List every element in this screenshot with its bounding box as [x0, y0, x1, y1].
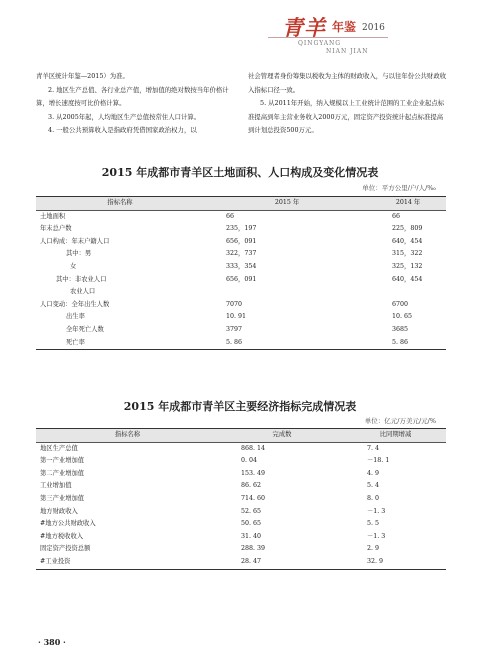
logo-sub-text: 年鉴 — [332, 20, 357, 34]
cell-value: 5. 86 — [204, 337, 370, 350]
cell-value: 31. 40 — [241, 532, 262, 540]
row-label: 全年死亡人数 — [66, 325, 104, 333]
row-label: 死亡率 — [36, 337, 204, 350]
cell-value: 322，737 — [226, 250, 257, 258]
row-label: #地方税收收入 — [40, 532, 84, 540]
table2-title: 2015 年成都市青羊区主要经济指标完成情况表 — [123, 400, 357, 413]
table-row — [36, 299, 446, 312]
cell-value: －1. 3 — [367, 532, 386, 540]
column-header: 比同期增减 — [345, 429, 446, 443]
cell-value: 656，091 — [226, 275, 257, 283]
table-row — [36, 442, 446, 455]
row-label: 第二产业增加值 — [40, 469, 85, 477]
cell-value: 8. 0 — [367, 494, 380, 502]
cell-value: 7070 — [226, 300, 243, 308]
cell-value: 153. 49 — [241, 469, 266, 477]
row-label: 地区生产总值 — [40, 444, 78, 452]
column-header: 指标名称 — [36, 197, 204, 211]
row-label: 人口构成：年末户籍人口 — [40, 237, 110, 245]
cell-value — [204, 286, 370, 299]
logo-english-line1: QINGYANG — [298, 40, 342, 47]
cell-value: 225，809 — [392, 225, 423, 233]
table-row — [36, 506, 446, 519]
logo-main-text: 青羊 — [282, 15, 326, 40]
page-number: · 380 · — [38, 637, 66, 647]
cell-value: 10. 65 — [392, 313, 413, 321]
table-row — [36, 518, 446, 531]
row-label: #地方公共财政收入 — [40, 520, 96, 528]
logo-year: 2016 — [362, 23, 385, 33]
cell-value: 640，454 — [392, 237, 423, 245]
table-row — [36, 543, 446, 556]
cell-value: 3797 — [226, 325, 243, 333]
intro-paragraph: 5. 从2011年开始，纳入规模以上工业统计范围的工业企业起点标准提高到年主营业务收入2000万元，固定资产投资统计起点标准提高到计划总投资500万元。 — [248, 99, 445, 135]
row-label: 女 — [70, 262, 77, 270]
table-row — [36, 223, 446, 236]
logo-english-line2: NIAN JIAN — [326, 48, 369, 55]
cell-value: －1. 3 — [367, 507, 386, 515]
table-header-row — [36, 429, 446, 443]
cell-value: 28. 47 — [219, 556, 345, 569]
table1-title: 2015 年成都市青羊区土地面积、人口构成及变化情况表 — [101, 166, 379, 179]
table-row — [36, 248, 446, 261]
row-label: 人口变动：全年出生人数 — [40, 300, 110, 308]
intro-paragraph: 社会管理者身份筹集以税收为主体的财政收入，与以往年份公共财政收入指标口径一致。 — [248, 72, 447, 94]
table-row — [36, 556, 446, 569]
table-header-row — [36, 197, 446, 211]
cell-value: 2. 9 — [367, 545, 380, 553]
table2-unit: 单位：亿元/万美元/元/% — [364, 417, 436, 425]
column-header: 完成数 — [219, 429, 345, 443]
table-row — [36, 324, 446, 337]
row-label: 第三产业增加值 — [40, 494, 85, 502]
intro-left-column — [36, 70, 236, 138]
intro-paragraph: 2. 地区生产总值、各行业总产值，增加值的绝对数按当年价格计算，增长速度按可比价格计算。 — [36, 85, 229, 108]
cell-value: 5. 5 — [367, 520, 380, 528]
table-row — [36, 337, 446, 350]
cell-value: 6700 — [392, 300, 409, 308]
table-row — [36, 286, 446, 299]
row-label: 固定资产投资总额 — [40, 545, 91, 553]
table1-unit: 单位：平方公里/户/人/‰ — [362, 184, 436, 192]
cell-value: 640，454 — [392, 275, 423, 283]
population-table — [36, 196, 446, 350]
row-label: 工业增加值 — [40, 482, 72, 490]
cell-value: 0. 04 — [241, 457, 258, 465]
row-label: 其中：男 — [66, 250, 92, 258]
table-row — [36, 493, 446, 506]
row-label: 年末总户数 — [40, 225, 72, 233]
cell-value — [370, 286, 446, 299]
economy-table — [36, 428, 446, 570]
column-header: 2015 年 — [204, 197, 370, 211]
row-label: 第一产业增加值 — [40, 457, 85, 465]
cell-value: 288. 39 — [241, 545, 266, 553]
cell-value: 52. 65 — [241, 507, 262, 515]
intro-paragraph: 4. 一般公共预算收入是指政府凭借国家政治权力，以 — [48, 126, 197, 135]
cell-value: 4. 9 — [367, 469, 380, 477]
row-label: #工业投资 — [36, 556, 219, 569]
cell-value: 868. 14 — [241, 444, 266, 452]
cell-value: 656，091 — [226, 237, 257, 245]
cell-value: 86. 62 — [241, 482, 262, 490]
cell-value: 50. 65 — [241, 520, 262, 528]
intro-right-column — [248, 70, 448, 138]
column-header: 2014 年 — [370, 197, 446, 211]
cell-value: 235，197 — [226, 225, 257, 233]
cell-value: 10. 91 — [226, 313, 247, 321]
cell-value: 3685 — [392, 325, 409, 333]
row-label: 土地面积 — [40, 212, 66, 220]
cell-value: 66 — [392, 212, 401, 220]
cell-value: 5. 4 — [367, 482, 380, 490]
row-label: 其中：非农业人口 — [56, 275, 107, 283]
table-row — [36, 468, 446, 481]
cell-value: －18. 1 — [367, 457, 390, 465]
table-row — [36, 311, 446, 324]
cell-value: 7. 4 — [367, 444, 380, 452]
cell-value: 315，322 — [392, 250, 423, 258]
cell-value: 325，132 — [392, 262, 423, 270]
cell-value: 66 — [226, 212, 235, 220]
intro-paragraph: 3. 从2005年起，人均地区生产总值按常住人口计算。 — [48, 112, 201, 121]
table-row — [36, 274, 446, 287]
column-header: 指标名称 — [36, 429, 219, 443]
row-label: 出生率 — [66, 313, 85, 321]
table-row — [36, 455, 446, 468]
cell-value: 32. 9 — [345, 556, 446, 569]
table-row — [36, 531, 446, 544]
row-label: 农业人口 — [70, 288, 96, 296]
yearbook-logo — [268, 12, 388, 62]
table-row — [36, 480, 446, 493]
row-label: 地方财政收入 — [40, 507, 78, 515]
table-row — [36, 261, 446, 274]
intro-paragraph: 青羊区统计年鉴—2015）为准。 — [36, 72, 129, 80]
cell-value: 714. 60 — [241, 494, 266, 502]
table-row — [36, 210, 446, 223]
cell-value: 333，354 — [226, 262, 257, 270]
table-row — [36, 236, 446, 249]
cell-value: 5. 86 — [370, 337, 446, 350]
